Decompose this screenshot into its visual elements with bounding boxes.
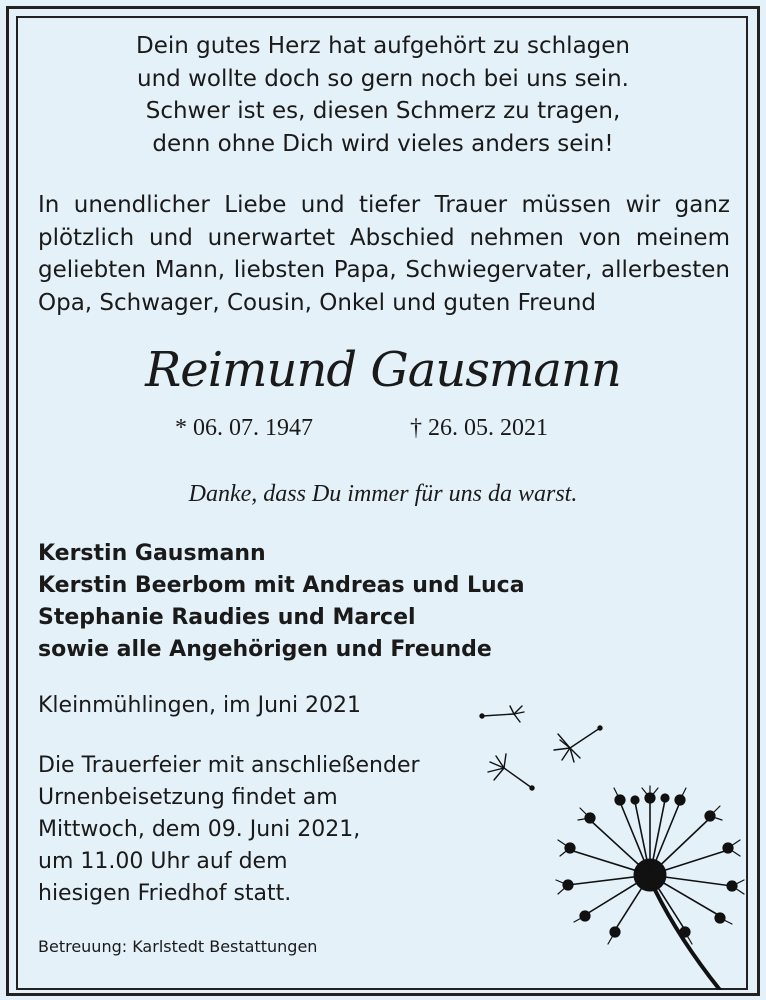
ceremony-line: Urnenbeisetzung findet am — [38, 785, 338, 810]
intro-text — [38, 189, 730, 319]
poem — [20, 30, 746, 160]
intro-line: Opa, Schwager, Cousin, Onkel und guten Freund — [38, 289, 596, 316]
ceremony-info — [38, 750, 420, 910]
dandelion-icon — [470, 690, 750, 990]
deceased-name: Reimund Gausmann — [145, 342, 621, 398]
place-date: Kleinmühlingen, im Juni 2021 — [38, 693, 362, 718]
family-member: Kerstin Gausmann — [38, 541, 266, 566]
intro-line: plötzlich und unerwartet Abschied nehmen von meinem — [38, 224, 730, 251]
death-date: † 26. 05. 2021 — [410, 415, 548, 441]
birth-date: * 06. 07. 1947 — [175, 415, 313, 441]
ceremony-line: Die Trauerfeier mit anschließender — [38, 753, 420, 778]
funeral-home-credit: Betreuung: Karlstedt Bestattungen — [38, 937, 318, 956]
family-member: Kerstin Beerbom mit Andreas und Luca — [38, 573, 525, 598]
family-member: Stephanie Raudies und Marcel — [38, 605, 416, 630]
family-member: sowie alle Angehörigen und Freunde — [38, 637, 492, 662]
poem-line: denn ohne Dich wird vieles anders sein! — [152, 130, 614, 157]
poem-line: und wollte doch so gern noch bei uns sein. — [137, 65, 629, 92]
thanks-line: Danke, dass Du immer für uns da warst. — [188, 481, 578, 507]
poem-line: Schwer ist es, diesen Schmerz zu tragen, — [145, 98, 621, 124]
family-list — [38, 538, 525, 666]
intro-line: In unendlicher Liebe und tiefer Trauer müssen wir ganz — [38, 192, 730, 218]
poem-line: Dein gutes Herz hat aufgehört zu schlagen — [136, 33, 630, 59]
ceremony-line: Mittwoch, dem 09. Juni 2021, — [38, 817, 361, 842]
intro-line: geliebten Mann, liebsten Papa, Schwiegervater, allerbesten — [38, 257, 730, 283]
ceremony-line: um 11.00 Uhr auf dem — [38, 849, 288, 874]
ceremony-line: hiesigen Friedhof statt. — [38, 881, 292, 906]
